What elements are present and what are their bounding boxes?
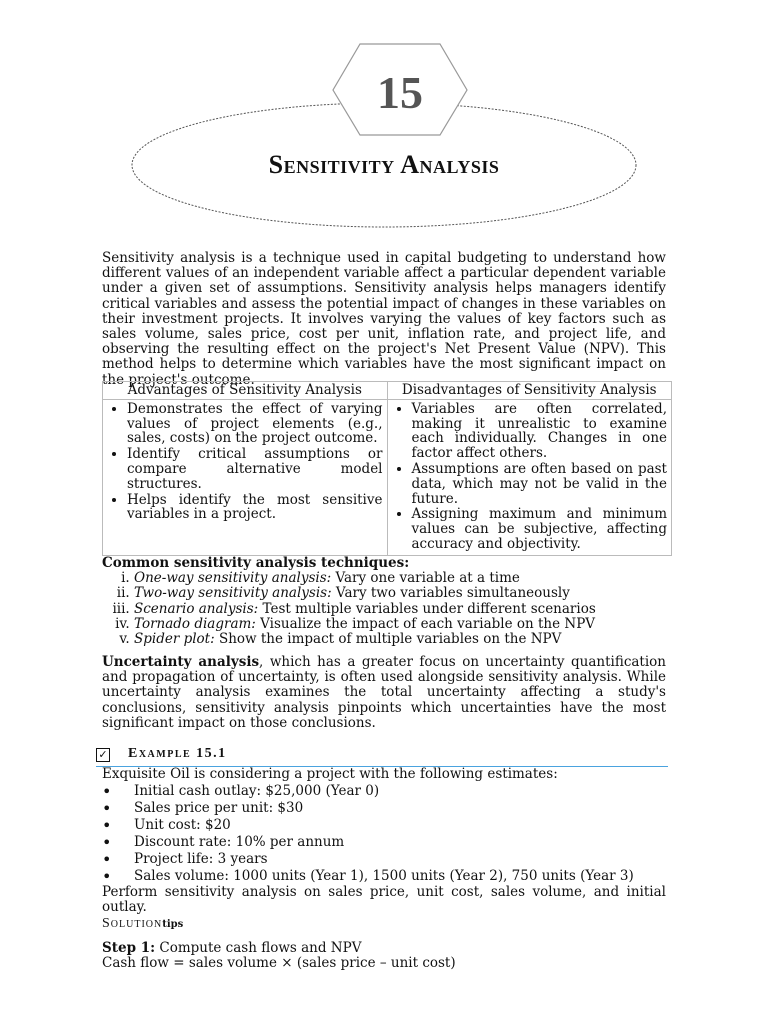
uncertainty-paragraph: Uncertainty analysis, which has a greater focus on uncertainty quantification and propagation of uncertainty, is often used alongside sensitivity analysis. While uncertainty analysis examines the total uncertainty affecting a study's conclusions, sensitivity analysis pinpoints which uncertainties have the most significant impact on those conclusions.	[102, 654, 666, 731]
disadvantage-item: • Variables are often correlated, making it unrealistic to examine each individually. Changes in one factor affect others.	[412, 402, 668, 461]
example-bullet: • Unit cost: $20	[102, 817, 666, 834]
example-bullet: • Sales price per unit: $30	[102, 800, 666, 817]
technique-item: i. One-way sensitivity analysis: Vary one variable at a time	[134, 571, 666, 586]
techniques-heading: Common sensitivity analysis techniques:	[102, 555, 410, 571]
disadvantage-item: • Assigning maximum and minimum values can be subjective, affecting accuracy and objectivity.	[412, 507, 668, 551]
advantage-item: • Identify critical assumptions or compare alternative model structures.	[127, 447, 383, 491]
disadvantage-item: • Assumptions are often based on past data, which may not be valid in the future.	[412, 462, 668, 506]
example-bullets	[102, 783, 666, 885]
solution-label: Solutiontips	[102, 916, 184, 932]
example-intro: Exquisite Oil is considering a project with the following estimates:	[102, 766, 558, 782]
step-1: Step 1: Compute cash flows and NPV	[102, 939, 362, 956]
techniques-section	[102, 556, 666, 647]
advantages-header: Advantages of Sensitivity Analysis	[103, 382, 388, 400]
advantage-item: • Demonstrates the effect of varying values of project elements (e.g., sales, costs) on the project outcome.	[127, 402, 383, 446]
example-bullet: • Sales volume: 1000 units (Year 1), 1500 units (Year 2), 750 units (Year 3)	[102, 868, 666, 885]
example-bullet: • Project life: 3 years	[102, 851, 666, 868]
example-task: Perform sensitivity analysis on sales price, unit cost, sales volume, and initial outlay.	[102, 884, 666, 916]
chapter-header-art	[0, 0, 768, 240]
disadvantages-header: Disadvantages of Sensitivity Analysis	[387, 382, 672, 400]
technique-item: v. Spider plot: Show the impact of multiple variables on the NPV	[134, 632, 666, 647]
intro-paragraph: Sensitivity analysis is a technique used in capital budgeting to understand how different values of an independent variable affect a particular dependent variable under a given set of assumptions. Sensitivity analysis helps managers identify critical variables and assess the potential impact of changes in these variables on their investment projects. It involves varying the values of key factors such as sales volume, sales price, cost per unit, inflation rate, and project life, and observing the resulting effect on the project's Net Present Value (NPV). This method helps to determine which variables have the most significant impact on the project's outcome.	[102, 250, 666, 388]
disadvantages-cell	[387, 399, 672, 555]
chapter-title: Sensitivity Analysis	[268, 150, 500, 179]
advantage-item: • Helps identify the most sensitive variables in a project.	[127, 493, 383, 523]
technique-item: iv. Tornado diagram: Visualize the impact of each variable on the NPV	[134, 617, 666, 632]
uncertainty-section	[102, 655, 666, 731]
technique-item: iii. Scenario analysis: Test multiple variables under different scenarios	[134, 602, 666, 617]
example-bullet: • Initial cash outlay: $25,000 (Year 0)	[102, 783, 666, 800]
example-header	[96, 746, 668, 767]
checkbox-icon: ✓	[96, 748, 110, 762]
technique-item: ii. Two-way sensitivity analysis: Vary two variables simultaneously	[134, 586, 666, 601]
cash-flow-formula: Cash flow = sales volume × (sales price – unit cost)	[102, 954, 456, 971]
chapter-number: 15	[377, 67, 423, 118]
intro-section	[102, 251, 666, 388]
techniques-list	[102, 571, 666, 647]
advantages-cell	[103, 399, 388, 555]
example-section	[102, 766, 666, 971]
example-title: Example 15.1	[128, 746, 227, 761]
advantages-table	[102, 381, 672, 556]
example-bullet: • Discount rate: 10% per annum	[102, 834, 666, 851]
